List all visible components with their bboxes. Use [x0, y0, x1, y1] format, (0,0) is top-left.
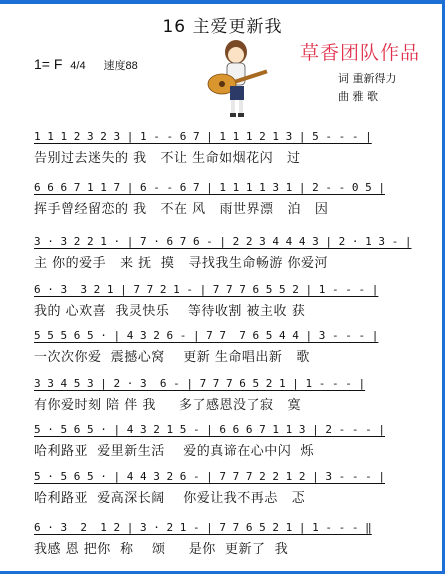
- tempo-label: 速度88: [103, 60, 138, 72]
- key-label: 1= F: [34, 56, 63, 72]
- score-system-9: [34, 520, 414, 558]
- lyrics-line: 我的 心欢喜 我灵快乐 等待收割 被主收 获: [34, 304, 306, 319]
- score-system-3: [34, 234, 414, 272]
- guitar-girl-illustration: [196, 38, 276, 120]
- score-system-7: [34, 422, 414, 460]
- song-title: 16 主爱更新我: [162, 17, 283, 37]
- lyrics-line: 告别过去迷失的 我 不让 生命如烟花闪 过: [34, 151, 301, 166]
- lyrics-line: 哈利路亚 爱高深长阔 你爱让我不再忐 忑: [34, 491, 306, 506]
- jianpu-notes: 3 3 4 5 3 | 2 · 3 6 - | 7 7 7 6 5 2 1 | 1 - - - |: [34, 377, 366, 390]
- jianpu-notes: 5 5 5 6 5 · | 4 3 2 6 - | 7 7 7 6 5 4 4 | 3 - - - |: [34, 329, 379, 342]
- lyricist-credit: 词 重新得力: [338, 72, 397, 85]
- credits: [338, 70, 397, 106]
- lyrics-line: 哈利路亚 爱里新生活 爱的真谛在心中闪 烁: [34, 444, 315, 459]
- lyrics-line: 主 你的爱手 来 抚 摸 寻找我生命畅游 你爱河: [34, 256, 328, 271]
- score-system-5: [34, 328, 414, 366]
- composer-credit: 曲 雅 歌: [338, 90, 378, 103]
- lyrics-line: 一次次你爱 震撼心窝 更新 生命唱出新 歌: [34, 350, 310, 365]
- jianpu-notes: 5 · 5 6 5 · | 4 4 3 2 6 - | 7 7 7 2 2 1 2 | 3 - - - |: [34, 470, 385, 483]
- lyrics-line: 挥手曾经留恋的 我 不在 风 雨世界漂 泊 因: [34, 202, 329, 217]
- watermark-text: 草香团队作品: [300, 42, 421, 64]
- jianpu-notes: 6 6 6 7 1 1 7 | 6 - - 6 7 | 1 1 1 1 3 1 | 2 - - 0 5 |: [34, 181, 385, 194]
- score-system-1: [34, 129, 414, 167]
- window-frame-top: [0, 0, 445, 4]
- jianpu-notes: 3 · 3 2 2 1 · | 7 · 6 7 6 - | 2 2 3 4 4 4 3 | 2 · 1 3 - |: [34, 235, 412, 248]
- score-system-2: [34, 180, 414, 218]
- score-system-4: [34, 282, 414, 320]
- score-system-6: [34, 376, 414, 414]
- jianpu-notes: 5 · 5 6 5 · | 4 3 2 1 5 - | 6 6 6 7 1 1 3 | 2 - - - |: [34, 423, 385, 436]
- time-signature: 4/4: [70, 60, 86, 72]
- jianpu-notes: 6 · 3 3 2 1 | 7 7 2 1 - | 7 7 7 6 5 5 2 | 1 - - - |: [34, 283, 379, 296]
- lyrics-line: 我感 恩 把你 称 颂 是你 更新了 我: [34, 542, 289, 557]
- lyrics-line: 有你爱时刻 陪 伴 我 多了感恩没了寂 寞: [34, 398, 301, 413]
- score-system-8: [34, 469, 414, 507]
- jianpu-notes: 1 1 1 2 3 2 3 | 1 - - 6 7 | 1 1 1 2 1 3 | 5 - - - |: [34, 130, 372, 143]
- key-signature: [34, 56, 138, 73]
- jianpu-notes: 6 · 3 2 1 2 | 3 · 2 1 - | 7 7 6 5 2 1 | 1 - - - ‖: [34, 521, 372, 534]
